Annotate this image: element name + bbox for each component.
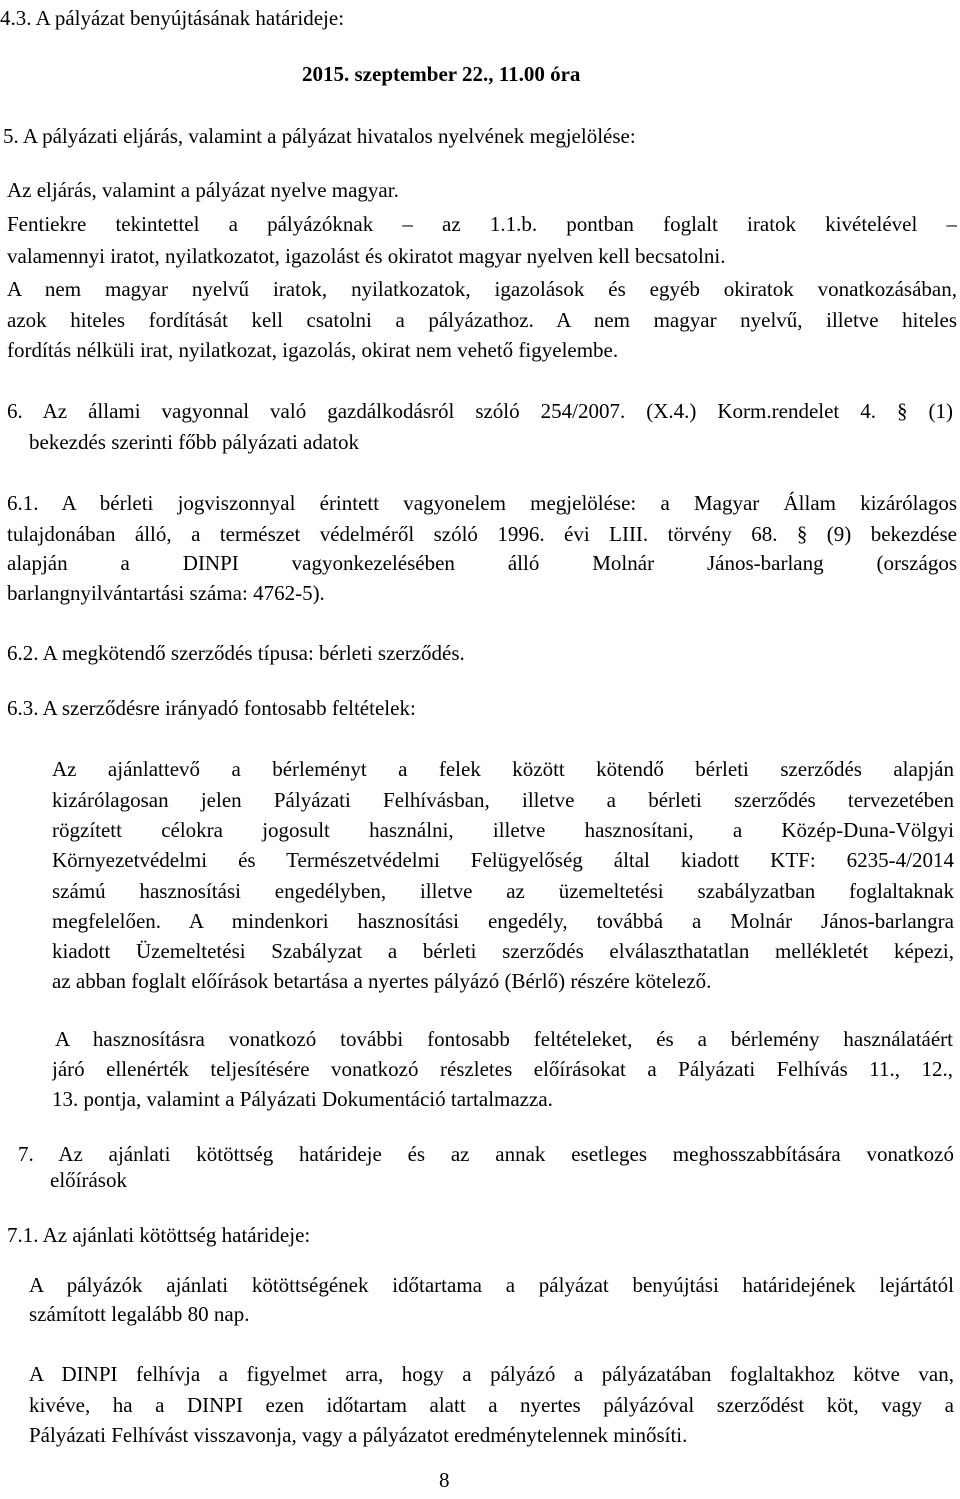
section-6-3-para2-line: 13. pontja, valamint a Pályázati Dokumentáció tartalmazza.: [52, 1087, 553, 1111]
section-7-1-para2-line: Pályázati Felhívást visszavonja, vagy a pályázatot eredménytelennek minősíti.: [29, 1423, 688, 1447]
section-5-line: azok hiteles fordítását kell csatolni a pályázathoz. A nem magyar nyelvű, illetve hiteles: [7, 308, 957, 332]
section-5-line: Fentiekre tekintettel a pályázóknak – az 1.1.b. pontban foglalt iratok kivételével –: [7, 212, 957, 236]
section-5-heading: 5. A pályázati eljárás, valamint a pályázat hivatalos nyelvének megjelölése:: [3, 124, 636, 148]
section-7-1-para1-line: A pályázók ajánlati kötöttségének időtartama a pályázat benyújtási határidejének lejártától: [29, 1273, 954, 1297]
section-5-line: A nem magyar nyelvű iratok, nyilatkozatok, igazolások és egyéb okiratok vonatkozásában,: [7, 277, 957, 301]
section-7-1-para2-line: kivéve, ha a DINPI ezen időtartam alatt a nyertes pályázóval szerződést köt, vagy a: [29, 1393, 954, 1417]
section-6-3-para2-line: járó ellenérték teljesítésére vonatkozó részletes előírásokat a Pályázati Felhívás 11., 12.,: [52, 1057, 953, 1081]
section-6-3-para1-line: számú hasznosítási engedélyben, illetve az üzemeltetési szabályzatban foglaltaknak: [52, 879, 954, 903]
section-7-heading: előírások: [50, 1168, 127, 1192]
section-4-3-heading: 4.3. A pályázat benyújtásának határideje:: [0, 6, 345, 30]
section-6-3-heading: 6.3. A szerződésre irányadó fontosabb feltételek:: [7, 696, 416, 720]
section-6-3-para1-line: kiadott Üzemeltetési Szabályzat a bérleti szerződés elválaszthatatlan mellékletét képezi,: [52, 939, 954, 963]
section-6-1-line: barlangnyilvántartási száma: 4762-5).: [7, 581, 325, 605]
section-6-3-para1-line: Környezetvédelmi és Természetvédelmi Felügyelőség által kiadott KTF: 6235-4/2014: [52, 848, 954, 872]
section-5-line: fordítás nélküli irat, nyilatkozat, igazolás, okirat nem vehető figyelembe.: [7, 338, 619, 362]
section-6-3-para1-line: rögzített célokra jogosult használni, illetve hasznosítani, a Közép-Duna-Völgyi: [52, 818, 954, 842]
section-6-3-para1-line: Az ajánlattevő a bérleményt a felek között kötendő bérleti szerződés alapján: [52, 757, 954, 781]
section-6-3-para2-line: A hasznosításra vonatkozó további fontosabb feltételeket, és a bérlemény használatáért: [55, 1027, 953, 1051]
section-6-1-line: alapján a DINPI vagyonkezelésében álló Molnár János-barlang (országos: [7, 551, 957, 575]
submission-deadline: 2015. szeptember 22., 11.00 óra: [302, 62, 581, 86]
section-6-1-line: tulajdonában álló, a természet védelméről szóló 1996. évi LIII. törvény 68. § (9) bekezdése: [7, 522, 957, 546]
section-7-1-para2-line: A DINPI felhívja a figyelmet arra, hogy a pályázó a pályázatában foglaltakhoz kötve van,: [29, 1362, 954, 1386]
section-6-3-para1-line: az abban foglalt előírások betartása a nyertes pályázó (Bérlő) részére kötelező.: [52, 969, 712, 993]
section-6-3-para1-line: megfelelően. A mindenkori hasznosítási engedély, továbbá a Molnár János-barlangra: [52, 909, 954, 933]
section-7-1-heading: 7.1. Az ajánlati kötöttség határideje:: [7, 1223, 311, 1247]
section-5-line: Az eljárás, valamint a pályázat nyelve magyar.: [7, 178, 399, 202]
section-6-1-line: 6.1. A bérleti jogviszonnyal érintett vagyonelem megjelölése: a Magyar Állam kizárólagos: [7, 491, 957, 515]
section-6-3-para1-line: kizárólagosan jelen Pályázati Felhívásban, illetve a bérleti szerződés tervezetében: [52, 788, 954, 812]
section-6-2-text: 6.2. A megkötendő szerződés típusa: bérleti szerződés.: [7, 641, 465, 665]
section-7-1-para1-line: számított legalább 80 nap.: [29, 1302, 250, 1326]
section-6-heading: 6. Az állami vagyonnal való gazdálkodásról szóló 254/2007. (X.4.) Korm.rendelet 4. § (1): [7, 399, 953, 423]
section-5-line: valamennyi iratot, nyilatkozatot, igazolást és okiratot magyar nyelven kell becsatolni.: [7, 244, 726, 268]
page-number: 8: [439, 1468, 450, 1492]
section-6-heading: bekezdés szerinti főbb pályázati adatok: [29, 430, 360, 454]
section-7-heading: 7. Az ajánlati kötöttség határideje és az annak esetleges meghosszabbítására vonatkozó: [18, 1142, 954, 1166]
